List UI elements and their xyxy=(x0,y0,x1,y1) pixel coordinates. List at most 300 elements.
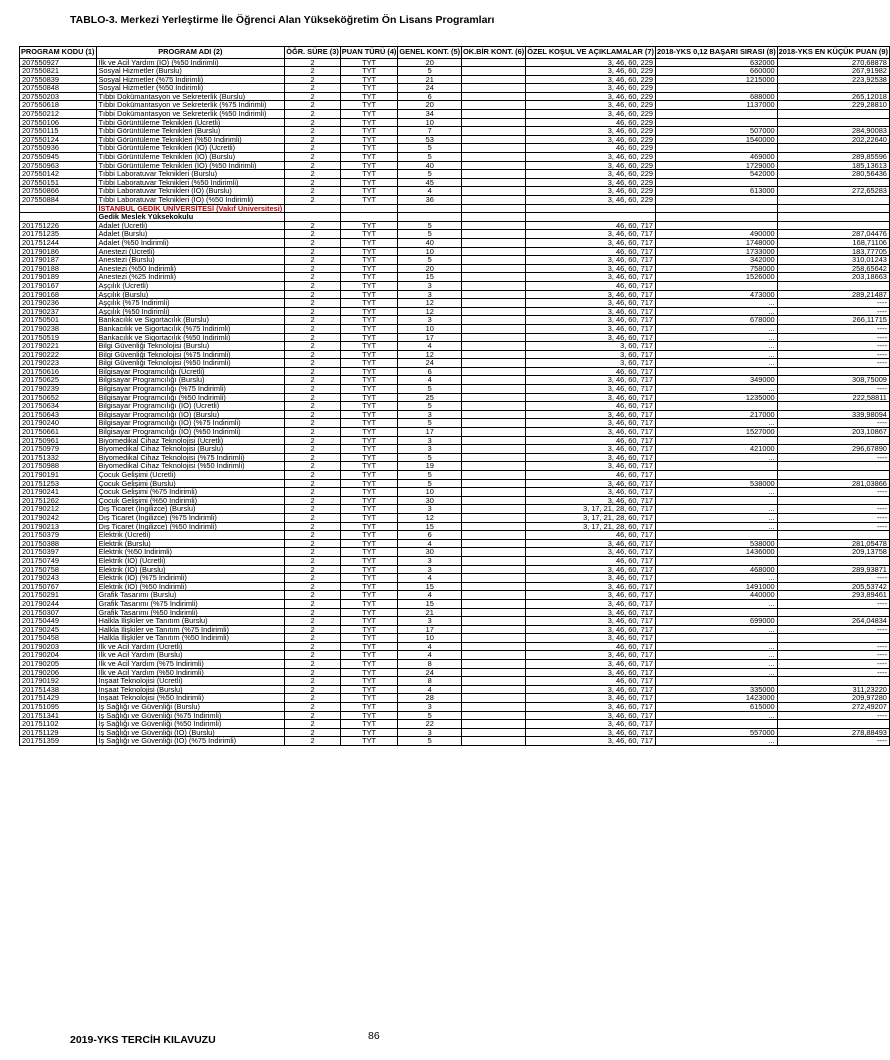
general-quota-cell: 30 xyxy=(398,548,462,557)
page-title: TABLO-3. Merkezi Yerleştirme İle Öğrenci Alan Yükseköğretim Ön Lisans Programları xyxy=(70,14,495,26)
score-type-cell xyxy=(340,213,398,222)
success-rank-cell: ... xyxy=(655,419,777,428)
score-type-cell: TYT xyxy=(340,436,398,445)
score-type-cell: TYT xyxy=(340,127,398,136)
conditions-cell: 3, 46, 60, 717 xyxy=(526,703,656,712)
min-score-cell: 205,53742 xyxy=(777,582,889,591)
duration-cell: 2 xyxy=(285,187,341,196)
program-code-cell: 201750501 xyxy=(20,316,97,325)
success-rank-cell xyxy=(655,531,777,540)
score-type-cell: TYT xyxy=(340,462,398,471)
program-name-cell: Elektrik (%50 İndirimli) xyxy=(96,548,285,557)
score-type-cell: TYT xyxy=(340,187,398,196)
table-row xyxy=(20,324,890,333)
ok-bir-quota-cell xyxy=(462,273,526,282)
general-quota-cell: 22 xyxy=(398,720,462,729)
program-code-cell: 201750379 xyxy=(20,531,97,540)
duration-cell: 2 xyxy=(285,462,341,471)
program-code-cell: 201751129 xyxy=(20,728,97,737)
duration-cell: 2 xyxy=(285,642,341,651)
program-code-cell: 207550203 xyxy=(20,92,97,101)
score-type-cell: TYT xyxy=(340,75,398,84)
conditions-cell: 3, 46, 60, 717 xyxy=(526,539,656,548)
success-rank-cell: 688000 xyxy=(655,92,777,101)
program-name-cell: Bilgisayar Programcılığı (Burslu) xyxy=(96,376,285,385)
duration-cell: 2 xyxy=(285,178,341,187)
min-score-cell: 202,22640 xyxy=(777,135,889,144)
general-quota-cell: 30 xyxy=(398,496,462,505)
program-name-cell: İş Sağlığı ve Güvenliği (%75 İndirimli) xyxy=(96,711,285,720)
min-score-cell: ---- xyxy=(777,599,889,608)
program-name-cell: Halkla İlişkiler ve Tanıtım (%50 İndirimli) xyxy=(96,634,285,643)
program-code-cell: 201751253 xyxy=(20,479,97,488)
program-name-cell: Bilgisayar Programcılığı (%50 İndirimli) xyxy=(96,393,285,402)
program-code-cell: 201790189 xyxy=(20,273,97,282)
general-quota-cell: 6 xyxy=(398,531,462,540)
duration-cell: 2 xyxy=(285,273,341,282)
program-code-cell: 207550945 xyxy=(20,153,97,162)
min-score-cell: 339,98094 xyxy=(777,410,889,419)
score-type-cell: TYT xyxy=(340,565,398,574)
program-code-cell: 201750767 xyxy=(20,582,97,591)
score-type-cell: TYT xyxy=(340,471,398,480)
general-quota-cell: 3 xyxy=(398,728,462,737)
min-score-cell: 311,23220 xyxy=(777,685,889,694)
general-quota-cell: 5 xyxy=(398,402,462,411)
min-score-cell: ---- xyxy=(777,324,889,333)
general-quota-cell: 20 xyxy=(398,264,462,273)
program-name-cell: Bankacılık ve Sigortacılık (Burslu) xyxy=(96,316,285,325)
min-score-cell xyxy=(777,471,889,480)
score-type-cell: TYT xyxy=(340,660,398,669)
duration-cell: 2 xyxy=(285,84,341,93)
score-type-cell: TYT xyxy=(340,479,398,488)
general-quota-cell: 5 xyxy=(398,711,462,720)
program-code-cell: 201751244 xyxy=(20,238,97,247)
conditions-cell: 46, 60, 717 xyxy=(526,402,656,411)
general-quota-cell: 3 xyxy=(398,703,462,712)
program-name-cell: Çocuk Gelişimi (Ücretli) xyxy=(96,471,285,480)
score-type-cell: TYT xyxy=(340,230,398,239)
min-score-cell: 281,05478 xyxy=(777,539,889,548)
min-score-cell: 287,04476 xyxy=(777,230,889,239)
program-code-cell: 201751262 xyxy=(20,496,97,505)
conditions-cell: 3, 46, 60, 229 xyxy=(526,196,656,205)
ok-bir-quota-cell xyxy=(462,711,526,720)
success-rank-cell: ... xyxy=(655,333,777,342)
success-rank-cell: ... xyxy=(655,642,777,651)
duration-cell: 2 xyxy=(285,75,341,84)
university-name: İSTANBUL GEDİK ÜNİVERSİTESİ (Vakıf Üniversitesi) xyxy=(96,204,285,213)
general-quota-cell: 10 xyxy=(398,488,462,497)
program-code-cell: 207550142 xyxy=(20,170,97,179)
program-code-cell: 207550212 xyxy=(20,110,97,119)
score-type-cell: TYT xyxy=(340,333,398,342)
conditions-cell: 3, 46, 60, 717 xyxy=(526,385,656,394)
program-name-cell: Bilgi Güvenliği Teknolojisi (%75 İndirimli) xyxy=(96,350,285,359)
success-rank-cell: 613000 xyxy=(655,187,777,196)
ok-bir-quota-cell xyxy=(462,625,526,634)
general-quota-cell: 12 xyxy=(398,350,462,359)
duration-cell: 2 xyxy=(285,539,341,548)
min-score-cell xyxy=(777,496,889,505)
duration-cell: 2 xyxy=(285,92,341,101)
general-quota-cell: 4 xyxy=(398,187,462,196)
table-row xyxy=(20,256,890,265)
ok-bir-quota-cell xyxy=(462,617,526,626)
score-type-cell: TYT xyxy=(340,316,398,325)
min-score-cell: ---- xyxy=(777,651,889,660)
score-type-cell: TYT xyxy=(340,711,398,720)
program-code-cell: 201750652 xyxy=(20,393,97,402)
conditions-cell: 3, 46, 60, 717 xyxy=(526,582,656,591)
program-name-cell: Anestezi (%25 İndirimli) xyxy=(96,273,285,282)
ok-bir-quota-cell xyxy=(462,445,526,454)
min-score-cell: 280,56436 xyxy=(777,170,889,179)
conditions-cell: 3, 46, 60, 717 xyxy=(526,668,656,677)
general-quota-cell: 3 xyxy=(398,505,462,514)
conditions-cell: 3, 46, 60, 717 xyxy=(526,479,656,488)
program-name-cell: Bilgisayar Programcılığı (%75 İndirimli) xyxy=(96,385,285,394)
program-code-cell: 201790186 xyxy=(20,247,97,256)
ok-bir-quota-cell xyxy=(462,462,526,471)
program-name-cell: Çocuk Gelişimi (Burslu) xyxy=(96,479,285,488)
ok-bir-quota-cell xyxy=(462,685,526,694)
program-name-cell: Elektrik (İÖ) (Ücretli) xyxy=(96,556,285,565)
general-quota-cell: 34 xyxy=(398,110,462,119)
score-type-cell: TYT xyxy=(340,367,398,376)
duration-cell: 2 xyxy=(285,625,341,634)
duration-cell: 2 xyxy=(285,488,341,497)
min-score-cell: 267,91982 xyxy=(777,67,889,76)
program-name-cell: Anestezi (%50 İndirimli) xyxy=(96,264,285,273)
general-quota-cell: 4 xyxy=(398,539,462,548)
general-quota-cell: 17 xyxy=(398,625,462,634)
ok-bir-quota-cell xyxy=(462,565,526,574)
ok-bir-quota-cell xyxy=(462,428,526,437)
program-code-cell: 201790241 xyxy=(20,488,97,497)
score-type-cell: TYT xyxy=(340,651,398,660)
program-code-cell: 201751235 xyxy=(20,230,97,239)
score-type-cell: TYT xyxy=(340,402,398,411)
conditions-cell: 3, 46, 60, 717 xyxy=(526,634,656,643)
ok-bir-quota-cell xyxy=(462,410,526,419)
ok-bir-quota-cell xyxy=(462,367,526,376)
duration-cell: 2 xyxy=(285,153,341,162)
min-score-cell: 310,01243 xyxy=(777,256,889,265)
duration-cell: 2 xyxy=(285,230,341,239)
program-code-cell: 201750397 xyxy=(20,548,97,557)
general-quota-cell: 45 xyxy=(398,178,462,187)
program-code-cell: 201790204 xyxy=(20,651,97,660)
program-code-cell: 201750519 xyxy=(20,333,97,342)
faculty-name: Gedik Meslek Yüksekokulu xyxy=(96,213,285,222)
conditions-cell: 3, 17, 21, 28, 60, 717 xyxy=(526,522,656,531)
program-name-cell: Elektrik (Burslu) xyxy=(96,539,285,548)
program-name-cell: Biyomedikal Cihaz Teknolojisi (Ücretli) xyxy=(96,436,285,445)
duration-cell: 2 xyxy=(285,410,341,419)
general-quota-cell: 7 xyxy=(398,127,462,136)
success-rank-cell: 1423000 xyxy=(655,694,777,703)
ok-bir-quota-cell xyxy=(462,582,526,591)
ok-bir-quota-cell xyxy=(462,170,526,179)
ok-bir-quota-cell xyxy=(462,196,526,205)
conditions-cell: 46, 60, 717 xyxy=(526,221,656,230)
program-code-cell: 207550115 xyxy=(20,127,97,136)
duration-cell xyxy=(285,204,341,213)
program-name-cell: İlk ve Acil Yardım (%75 İndirimli) xyxy=(96,660,285,669)
success-rank-cell xyxy=(655,110,777,119)
success-rank-cell: 557000 xyxy=(655,728,777,737)
conditions-cell: 3, 46, 60, 717 xyxy=(526,737,656,746)
duration-cell: 2 xyxy=(285,453,341,462)
conditions-cell: 3, 46, 60, 717 xyxy=(526,565,656,574)
general-quota-cell: 40 xyxy=(398,238,462,247)
conditions-cell xyxy=(526,204,656,213)
program-name-cell: Tıbbi Görüntüleme Teknikleri (Ücretli) xyxy=(96,118,285,127)
success-rank-cell: ... xyxy=(655,307,777,316)
program-name-cell: Grafik Tasarımı (%50 İndirimli) xyxy=(96,608,285,617)
program-name-cell: Çocuk Gelişimi (%50 İndirimli) xyxy=(96,496,285,505)
header-success-rank: 2018-YKS 0,12 BAŞARI SIRASI (8) xyxy=(656,47,776,56)
header-program-name: PROGRAM ADI (2) xyxy=(96,47,285,59)
program-code-cell: 207550927 xyxy=(20,58,97,67)
duration-cell: 2 xyxy=(285,367,341,376)
success-rank-cell: 1729000 xyxy=(655,161,777,170)
success-rank-cell: 468000 xyxy=(655,565,777,574)
general-quota-cell: 3 xyxy=(398,290,462,299)
success-rank-cell: 507000 xyxy=(655,127,777,136)
duration-cell: 2 xyxy=(285,608,341,617)
score-type-cell: TYT xyxy=(340,488,398,497)
ok-bir-quota-cell xyxy=(462,324,526,333)
conditions-cell: 3, 46, 60, 717 xyxy=(526,333,656,342)
min-score-cell: ---- xyxy=(777,737,889,746)
conditions-cell: 3, 46, 60, 717 xyxy=(526,462,656,471)
ok-bir-quota-cell xyxy=(462,299,526,308)
table-row xyxy=(20,617,890,626)
table-row xyxy=(20,281,890,290)
conditions-cell: 3, 46, 60, 717 xyxy=(526,660,656,669)
ok-bir-quota-cell xyxy=(462,230,526,239)
success-rank-cell xyxy=(655,213,777,222)
ok-bir-quota-cell xyxy=(462,488,526,497)
success-rank-cell: ... xyxy=(655,488,777,497)
table-row xyxy=(20,342,890,351)
general-quota-cell: 4 xyxy=(398,685,462,694)
score-type-cell: TYT xyxy=(340,591,398,600)
program-name-cell: Sosyal Hizmetler (%75 İndirimli) xyxy=(96,75,285,84)
ok-bir-quota-cell xyxy=(462,694,526,703)
score-type-cell: TYT xyxy=(340,531,398,540)
table-row xyxy=(20,737,890,746)
success-rank-cell: ... xyxy=(655,668,777,677)
program-name-cell: Biyomedikal Cihaz Teknolojisi (%50 İndirimli) xyxy=(96,462,285,471)
general-quota-cell: 25 xyxy=(398,393,462,402)
duration-cell: 2 xyxy=(285,728,341,737)
conditions-cell: 3, 46, 60, 717 xyxy=(526,419,656,428)
conditions-cell: 3, 46, 60, 717 xyxy=(526,264,656,273)
program-name-cell: İnşaat Teknolojisi (Burslu) xyxy=(96,685,285,694)
general-quota-cell: 4 xyxy=(398,574,462,583)
table-row xyxy=(20,574,890,583)
conditions-cell: 3, 46, 60, 717 xyxy=(526,617,656,626)
general-quota-cell: 53 xyxy=(398,135,462,144)
conditions-cell: 3, 46, 60, 717 xyxy=(526,651,656,660)
score-type-cell: TYT xyxy=(340,67,398,76)
general-quota-cell: 10 xyxy=(398,324,462,333)
score-type-cell: TYT xyxy=(340,496,398,505)
program-code-cell: 201790203 xyxy=(20,642,97,651)
general-quota-cell: 5 xyxy=(398,479,462,488)
program-code-cell: 207550884 xyxy=(20,196,97,205)
ok-bir-quota-cell xyxy=(462,376,526,385)
score-type-cell: TYT xyxy=(340,728,398,737)
score-type-cell: TYT xyxy=(340,505,398,514)
min-score-cell xyxy=(777,281,889,290)
program-code-cell: 207550839 xyxy=(20,75,97,84)
program-name-cell: İlk ve Acil Yardım (Burslu) xyxy=(96,651,285,660)
program-name-cell: Tıbbi Görüntüleme Teknikleri (Burslu) xyxy=(96,127,285,136)
general-quota-cell: 4 xyxy=(398,342,462,351)
ok-bir-quota-cell xyxy=(462,531,526,540)
general-quota-cell: 21 xyxy=(398,75,462,84)
program-name-cell: Bilgisayar Programcılığı (İÖ) (%50 İndirimli) xyxy=(96,428,285,437)
ok-bir-quota-cell xyxy=(462,213,526,222)
conditions-cell: 46, 60, 717 xyxy=(526,471,656,480)
success-rank-cell xyxy=(655,556,777,565)
program-code-cell: 201790243 xyxy=(20,574,97,583)
header-ok-bir-quota: OK.BİR KONT. (6) xyxy=(463,47,525,56)
ok-bir-quota-cell xyxy=(462,728,526,737)
score-type-cell: TYT xyxy=(340,428,398,437)
program-code-cell: 207550821 xyxy=(20,67,97,76)
program-name-cell: Dış Ticaret (İngilizce) (%75 İndirimli) xyxy=(96,513,285,522)
score-type-cell: TYT xyxy=(340,264,398,273)
duration-cell: 2 xyxy=(285,428,341,437)
success-rank-cell: ... xyxy=(655,711,777,720)
program-code-cell: 201751095 xyxy=(20,703,97,712)
conditions-cell: 46, 60, 717 xyxy=(526,531,656,540)
success-rank-cell: 1436000 xyxy=(655,548,777,557)
score-type-cell: TYT xyxy=(340,556,398,565)
duration-cell: 2 xyxy=(285,350,341,359)
min-score-cell: 209,13758 xyxy=(777,548,889,557)
conditions-cell: 3, 46, 60, 717 xyxy=(526,307,656,316)
duration-cell: 2 xyxy=(285,110,341,119)
success-rank-cell: ... xyxy=(655,350,777,359)
duration-cell: 2 xyxy=(285,496,341,505)
duration-cell: 2 xyxy=(285,196,341,205)
program-code-cell: 201750634 xyxy=(20,402,97,411)
program-name-cell: Anestezi (Burslu) xyxy=(96,256,285,265)
ok-bir-quota-cell xyxy=(462,668,526,677)
general-quota-cell: 24 xyxy=(398,668,462,677)
score-type-cell: TYT xyxy=(340,324,398,333)
duration-cell: 2 xyxy=(285,703,341,712)
page-number: 86 xyxy=(368,1030,380,1042)
program-name-cell: İş Sağlığı ve Güvenliği (İÖ) (%75 İndirimli) xyxy=(96,737,285,746)
duration-cell: 2 xyxy=(285,324,341,333)
score-type-cell: TYT xyxy=(340,513,398,522)
min-score-cell xyxy=(777,110,889,119)
program-name-cell: Grafik Tasarımı (Burslu) xyxy=(96,591,285,600)
program-name-cell: Tıbbi Laboratuvar Teknikleri (%50 İndirimli) xyxy=(96,178,285,187)
table-row xyxy=(20,556,890,565)
conditions-cell: 3, 46, 60, 717 xyxy=(526,324,656,333)
general-quota-cell: 15 xyxy=(398,522,462,531)
min-score-cell xyxy=(777,462,889,471)
min-score-cell: ---- xyxy=(777,359,889,368)
ok-bir-quota-cell xyxy=(462,144,526,153)
conditions-cell: 3, 46, 60, 229 xyxy=(526,127,656,136)
ok-bir-quota-cell xyxy=(462,342,526,351)
score-type-cell: TYT xyxy=(340,92,398,101)
conditions-cell: 3, 46, 60, 717 xyxy=(526,728,656,737)
table-row xyxy=(20,238,890,247)
table-row xyxy=(20,471,890,480)
duration-cell: 2 xyxy=(285,264,341,273)
duration-cell: 2 xyxy=(285,677,341,686)
duration-cell: 2 xyxy=(285,67,341,76)
program-code-cell: 201790167 xyxy=(20,281,97,290)
general-quota-cell: 3 xyxy=(398,445,462,454)
success-rank-cell: 473000 xyxy=(655,290,777,299)
min-score-cell: ---- xyxy=(777,522,889,531)
min-score-cell: ---- xyxy=(777,342,889,351)
score-type-cell: TYT xyxy=(340,247,398,256)
program-code-cell: 201751102 xyxy=(20,720,97,729)
success-rank-cell: ... xyxy=(655,299,777,308)
program-code-cell: 207550936 xyxy=(20,144,97,153)
score-type-cell: TYT xyxy=(340,393,398,402)
duration-cell: 2 xyxy=(285,556,341,565)
duration-cell: 2 xyxy=(285,402,341,411)
program-name-cell: Bilgisayar Programcılığı (İÖ) (%75 İndirimli) xyxy=(96,419,285,428)
general-quota-cell: 5 xyxy=(398,230,462,239)
table-row xyxy=(20,153,890,162)
ok-bir-quota-cell xyxy=(462,651,526,660)
duration-cell: 2 xyxy=(285,299,341,308)
general-quota-cell: 15 xyxy=(398,599,462,608)
conditions-cell: 3, 46, 60, 717 xyxy=(526,453,656,462)
conditions-cell: 46, 60, 717 xyxy=(526,247,656,256)
min-score-cell: 293,89461 xyxy=(777,591,889,600)
program-name-cell: Tıbbi Görüntüleme Teknikleri (İÖ) (Burslu) xyxy=(96,153,285,162)
success-rank-cell: 1526000 xyxy=(655,273,777,282)
program-code-cell: 201751429 xyxy=(20,694,97,703)
table-body xyxy=(20,58,890,746)
duration-cell: 2 xyxy=(285,634,341,643)
ok-bir-quota-cell xyxy=(462,556,526,565)
duration-cell: 2 xyxy=(285,307,341,316)
success-rank-cell: 1527000 xyxy=(655,428,777,437)
general-quota-cell: 6 xyxy=(398,92,462,101)
conditions-cell: 3, 60, 717 xyxy=(526,342,656,351)
success-rank-cell: ... xyxy=(655,359,777,368)
general-quota-cell: 5 xyxy=(398,471,462,480)
ok-bir-quota-cell xyxy=(462,522,526,531)
general-quota-cell: 5 xyxy=(398,144,462,153)
table-row xyxy=(20,703,890,712)
program-name-cell: İlk ve Acil Yardım (%50 İndirimli) xyxy=(96,668,285,677)
program-name-cell: Bilgisayar Programcılığı (İÖ) (Burslu) xyxy=(96,410,285,419)
program-name-cell: Anestezi (Ücretli) xyxy=(96,247,285,256)
score-type-cell: TYT xyxy=(340,118,398,127)
success-rank-cell xyxy=(655,496,777,505)
conditions-cell xyxy=(526,213,656,222)
score-type-cell: TYT xyxy=(340,599,398,608)
